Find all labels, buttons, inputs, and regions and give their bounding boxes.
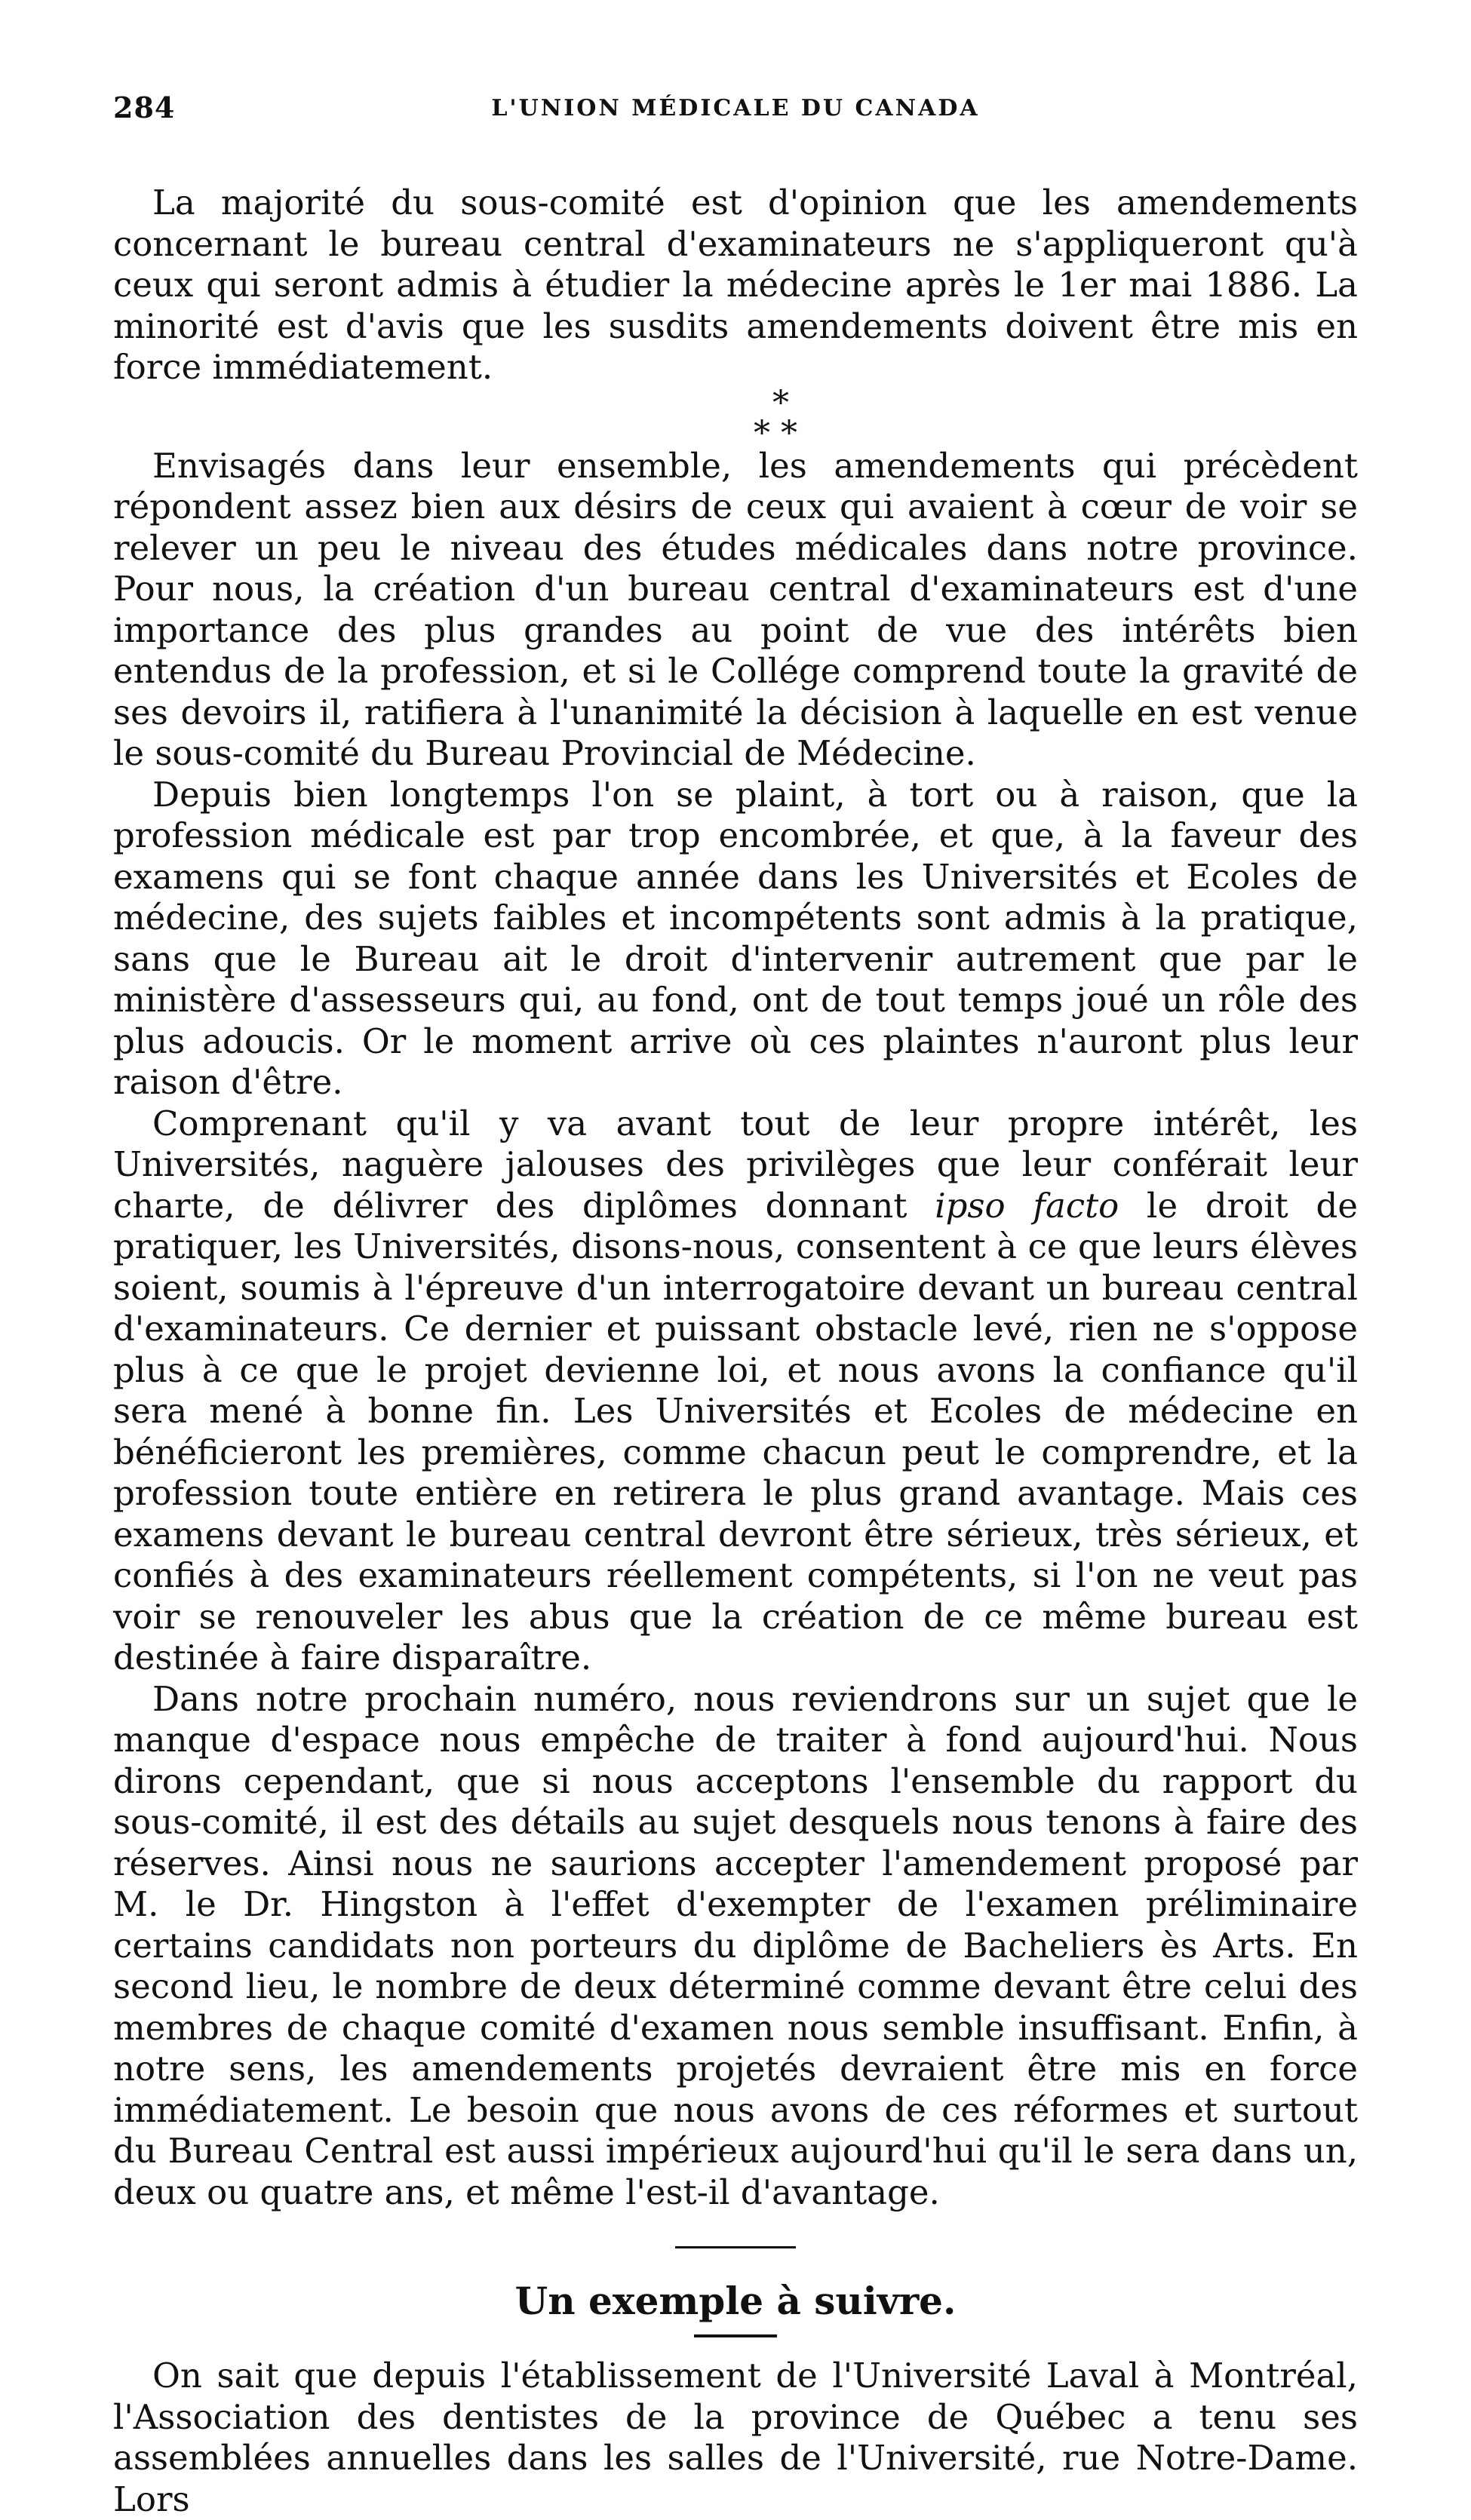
document-page xyxy=(113,91,1358,2520)
page-header xyxy=(113,91,1358,143)
section-paragraph-1: On sait que depuis l'établissement de l'Université Laval à Montréal, l'Association des dentistes de la province de Québec a tenu ses assemblées annuelles dans les salles de l'Université, rue Notre-Dame. Lors xyxy=(113,2356,1358,2519)
title-underline xyxy=(694,2334,777,2337)
asterism-separator: * ** xyxy=(754,383,808,453)
paragraph-5: Dans notre prochain numéro, nous reviendrons sur un sujet que le manque d'espace nous empêche de traiter à fond aujourd'hui. Nous dirons cependant, que si nous acceptons l'ensemble du rapport du sous-comité, il est des détails au sujet desquels nous tenons à faire des réserves. Ainsi nous ne saurions accepter l'amendement proposé par M. le Dr. Hingston à l'effet d'exempter de l'examen préliminaire certains candidats non porteurs du diplôme de Bacheliers ès Arts. En second lieu, le nombre de deux déterminé comme devant être celui des membres de chaque comité d'examen nous semble insuffisant. Enfin, à notre sens, les amendements projetés devraient être mis en force immédiatement. Le besoin que nous avons de ces réformes et surtout du Bureau Central est aussi impérieux aujourd'hui qu'il le sera dans un, deux ou quatre ans, et même l'est-il d'avantage. xyxy=(113,1678,1358,2212)
paragraph-1: La majorité du sous-comité est d'opinion que les amendements concernant le bureau central d'examinateurs ne s'appliqueront qu'à ceux qui seront admis à étudier la médecine après le 1er mai 1886. La minorité est d'avis que les susdits amendements doivent être mis en force immédiatement. xyxy=(113,183,1358,387)
section-divider xyxy=(675,2246,796,2248)
paragraph-4-part-2: le droit de pratiquer, les Universités, disons-nous, consentent à ce que leurs élèves soient, soumis à l'épreuve d'un interrogatoire devant un bureau central d'examinateurs. Ce dernier et puissant obstacle levé, rien ne s'oppose plus à ce que le projet devienne loi, et nous avons la confiance qu'il sera mené à bonne fin. Les Universités et Ecoles de médecine en bénéficieront les premières, comme chacun peut le comprendre, et la profession toute entière en retirera le plus grand avantage. Mais ces examens devant le bureau central devront être sérieux, très sérieux, et confiés à des examinateurs réellement compétents, si l'on ne veut pas voir se renouveler les abus que la création de ce même bureau est destinée à faire disparaître. xyxy=(113,1185,1358,1677)
paragraph-4 xyxy=(113,1103,1358,1679)
running-title: L'UNION MÉDICALE DU CANADA xyxy=(491,95,980,121)
article-body xyxy=(113,183,1358,2520)
paragraph-4-part-1: Comprenant qu'il y va avant tout de leur propre intérêt, les Universités, naguère jalouses des privilèges que leur conférait leur charte, de délivrer des diplômes donnant xyxy=(113,1103,1358,1226)
paragraph-3: Depuis bien longtemps l'on se plaint, à tort ou à raison, que la profession médicale est par trop encombrée, et que, à la faveur des examens qui se font chaque année dans les Universités et Ecoles de médecine, des sujets faibles et incompétents sont admis à la pratique, sans que le Bureau ait le droit d'intervenir autrement que par le ministère d'assesseurs qui, au fond, ont de tout temps joué un rôle des plus adoucis. Or le moment arrive où ces plaintes n'auront plus leur raison d'être. xyxy=(113,774,1358,1102)
paragraph-2: Envisagés dans leur ensemble, les amendements qui précèdent répondent assez bien aux désirs de ceux qui avaient à cœur de voir se relever un peu le niveau des études médicales dans notre province. Pour nous, la création d'un bureau central d'examinateurs est d'une importance des plus grandes au point de vue des intérêts bien entendus de la profession, et si le Collége comprend toute la gravité de ses devoirs il, ratifiera à l'unanimité la décision à laquelle en est venue le sous-comité du Bureau Provincial de Médecine. xyxy=(113,445,1358,773)
section-title: Un exemple à suivre. xyxy=(514,2279,957,2323)
paragraph-4-italic: ipso facto xyxy=(935,1185,1119,1226)
page-number: 284 xyxy=(113,91,176,124)
